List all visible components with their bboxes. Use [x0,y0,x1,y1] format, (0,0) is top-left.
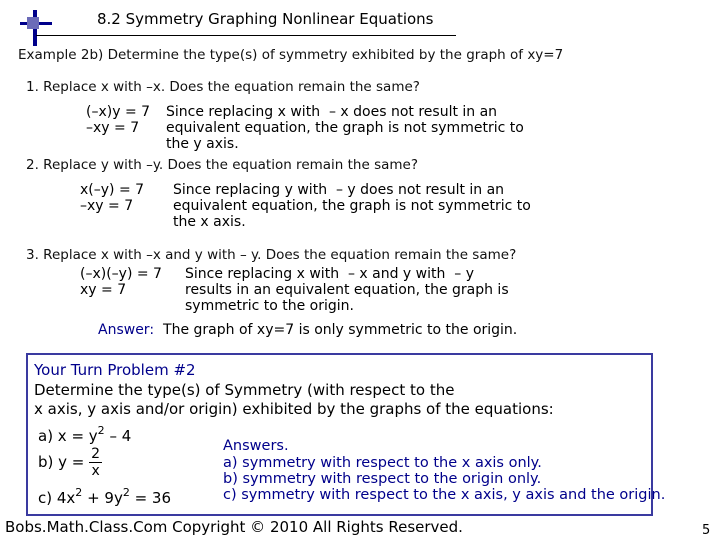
title-ornament-square [27,17,39,29]
problem-c-exponent-1: 2 [75,486,83,499]
problem-b [38,446,102,479]
step-2-label: 2. Replace y with –y. Does the equation remain the same? [26,157,419,173]
problem-c-text: c) 4x [38,489,76,507]
problem-c [38,486,172,507]
answer-c: c) symmetry with respect to the x axis, y axis and the origin. [223,487,666,503]
step-1-label: 1. Replace x with –x. Does the equation remain the same? [26,79,420,95]
problem-a-exponent: 2 [97,424,105,437]
problem-b-numerator: 2 [91,446,101,462]
problem-a [38,424,132,445]
slide-title: 8.2 Symmetry Graphing Nonlinear Equations [97,10,434,28]
answer-b: b) symmetry with respect to the origin only. [223,471,542,487]
your-turn-instructions: Determine the type(s) of Symmetry (with respect to the x axis, y axis and/or origin) exhibited by the graphs of the equations: [34,381,554,418]
step-2-explanation: Since replacing y with – y does not result in an equivalent equation, the graph is not symmetric to the x axis. [173,182,531,230]
problem-a-text: a) x = y [38,427,98,445]
step-1-equation-1: (–x)y = 7 [86,104,151,120]
step-3-equation-1: (–x)(–y) = 7 [80,266,162,282]
step-3-label: 3. Replace x with –x and y with – y. Does the equation remain the same? [26,247,517,263]
your-turn-title: Your Turn Problem #2 [34,361,196,379]
problem-a-suffix: – 4 [104,427,132,445]
step-2-equation-1: x(–y) = 7 [80,182,145,198]
problem-b-denominator: x [91,463,100,479]
title-underline [36,35,456,36]
problem-c-exponent-2: 2 [122,486,130,499]
problem-c-middle: + 9y [82,489,123,507]
footer-copyright: Bobs.Math.Class.Com Copyright © 2010 All Rights Reserved. [5,518,463,536]
step-3-explanation: Since replacing x with – x and y with – y results in an equivalent equation, the graph is symmetric to the origin. [185,266,509,314]
problem-c-suffix: = 36 [129,489,172,507]
problem-b-text: b) y = [38,453,90,471]
step-2-equation-2: –xy = 7 [80,198,134,214]
step-1-equation-2: –xy = 7 [86,120,140,136]
answer-label: Answer: [98,322,155,338]
example-statement: Example 2b) Determine the type(s) of symmetry exhibited by the graph of xy=7 [18,47,564,63]
step-1-explanation: Since replacing x with – x does not result in an equivalent equation, the graph is not symmetric to the y axis. [166,104,524,152]
problem-b-fraction [89,446,102,479]
answers-title: Answers. [223,438,289,454]
page-number: 5 [702,523,711,538]
answer-line [98,322,517,338]
answer-a: a) symmetry with respect to the x axis only. [223,455,542,471]
step-3-equation-2: xy = 7 [80,282,127,298]
answer-text: The graph of xy=7 is only symmetric to the origin. [163,322,518,338]
